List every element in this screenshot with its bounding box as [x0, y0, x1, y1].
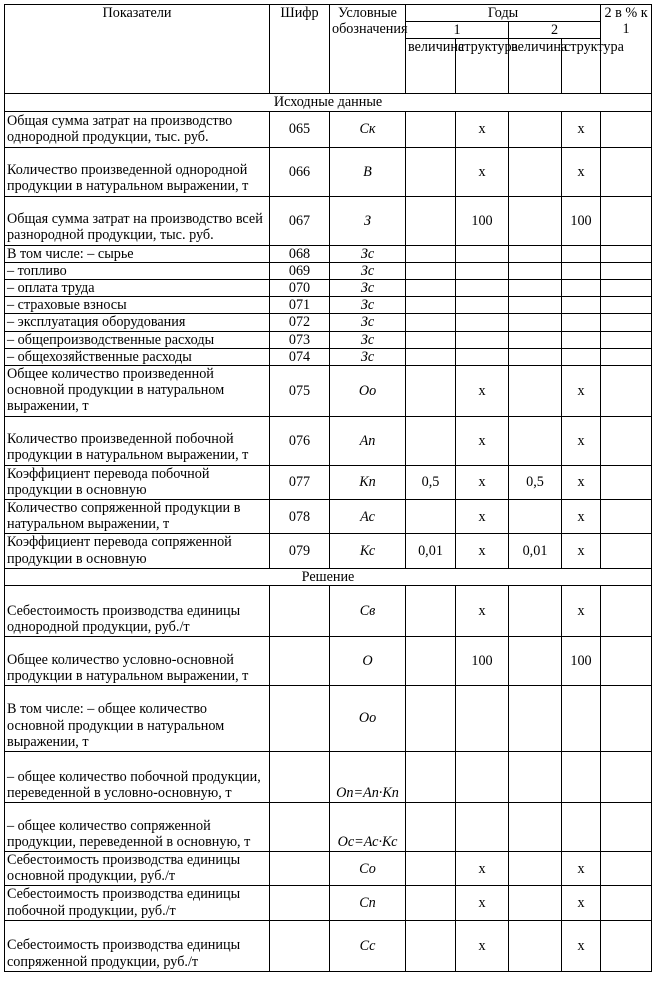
- row-pct: [601, 752, 652, 803]
- row-code: 069: [270, 262, 330, 279]
- row-symbol: Оп=Ап·Кп: [330, 752, 406, 803]
- row-label: – общехозяйственные расходы: [5, 348, 270, 365]
- row-pct: [601, 262, 652, 279]
- row-pct: [601, 366, 652, 417]
- row-code: [270, 803, 330, 852]
- row-code: 067: [270, 196, 330, 245]
- row-label: В том числе: – сырье: [5, 245, 270, 262]
- row-symbol: Кп: [330, 465, 406, 499]
- table-row: [5, 852, 652, 886]
- header-years: Годы: [406, 5, 601, 22]
- row-pct: [601, 686, 652, 752]
- row-code: 073: [270, 331, 330, 348]
- row-structure-year2: х: [562, 920, 601, 971]
- row-label: – общепроизводственные расходы: [5, 331, 270, 348]
- row-label: Количество сопряженной продукции в натуральном выражении, т: [5, 500, 270, 534]
- table-row: [5, 111, 652, 147]
- row-value-year1: 0,01: [406, 534, 456, 568]
- row-pct: [601, 147, 652, 196]
- row-value-year2: [509, 297, 562, 314]
- row-value-year2: [509, 752, 562, 803]
- row-label: – эксплуатация оборудования: [5, 314, 270, 331]
- row-pct: [601, 196, 652, 245]
- row-structure-year2: х: [562, 465, 601, 499]
- row-structure-year2: х: [562, 500, 601, 534]
- table-row: [5, 637, 652, 686]
- row-value-year2: [509, 147, 562, 196]
- row-structure-year2: х: [562, 416, 601, 465]
- row-value-year1: [406, 852, 456, 886]
- row-structure-year2: [562, 314, 601, 331]
- row-structure-year1: х: [456, 147, 509, 196]
- row-value-year1: [406, 147, 456, 196]
- row-symbol: Зс: [330, 297, 406, 314]
- table-row: [5, 416, 652, 465]
- row-structure-year1: [456, 245, 509, 262]
- row-pct: [601, 416, 652, 465]
- row-value-year1: [406, 416, 456, 465]
- row-structure-year2: х: [562, 886, 601, 920]
- row-value-year1: [406, 686, 456, 752]
- row-structure-year2: 100: [562, 637, 601, 686]
- row-label: Количество произведенной побочной продукции в натуральном выражении, т: [5, 416, 270, 465]
- row-label: – общее количество сопряженной продукции, переведенной в основную, т: [5, 803, 270, 852]
- row-code: 071: [270, 297, 330, 314]
- row-value-year1: [406, 366, 456, 417]
- row-symbol: Ап: [330, 416, 406, 465]
- table-row: [5, 886, 652, 920]
- row-symbol: Сс: [330, 920, 406, 971]
- row-structure-year1: [456, 331, 509, 348]
- row-structure-year1: х: [456, 366, 509, 417]
- row-value-year2: 0,5: [509, 465, 562, 499]
- row-label: – топливо: [5, 262, 270, 279]
- row-structure-year2: [562, 262, 601, 279]
- row-value-year1: [406, 803, 456, 852]
- row-value-year2: [509, 803, 562, 852]
- row-symbol: Ос=Ас·Кс: [330, 803, 406, 852]
- row-structure-year2: х: [562, 586, 601, 637]
- table-row: [5, 920, 652, 971]
- row-label: Коэффициент перевода побочной продукции в основную: [5, 465, 270, 499]
- row-structure-year2: [562, 280, 601, 297]
- row-code: 070: [270, 280, 330, 297]
- row-structure-year2: 100: [562, 196, 601, 245]
- row-code: [270, 920, 330, 971]
- row-value-year1: [406, 314, 456, 331]
- row-pct: [601, 314, 652, 331]
- row-value-year2: [509, 348, 562, 365]
- table-row: [5, 196, 652, 245]
- table-row: [5, 500, 652, 534]
- row-label: Себестоимость производства единицы побочной продукции, руб./т: [5, 886, 270, 920]
- row-symbol: В: [330, 147, 406, 196]
- row-structure-year2: [562, 331, 601, 348]
- row-pct: [601, 852, 652, 886]
- cost-table: [4, 4, 652, 972]
- row-pct: [601, 500, 652, 534]
- row-structure-year1: [456, 314, 509, 331]
- row-value-year2: [509, 416, 562, 465]
- header-symbol: Условные обозначения: [330, 5, 406, 94]
- section-source-data: Исходные данные: [5, 94, 652, 111]
- row-symbol: Ск: [330, 111, 406, 147]
- row-code: [270, 852, 330, 886]
- row-symbol: З: [330, 196, 406, 245]
- row-structure-year1: х: [456, 852, 509, 886]
- row-label: Себестоимость производства единицы основной продукции, руб./т: [5, 852, 270, 886]
- table-body: [5, 94, 652, 971]
- row-symbol: Ас: [330, 500, 406, 534]
- row-pct: [601, 465, 652, 499]
- table-row: [5, 348, 652, 365]
- row-value-year2: [509, 111, 562, 147]
- row-label: В том числе: – общее количество основной продукции в натуральном выражении, т: [5, 686, 270, 752]
- row-label: Общая сумма затрат на производство однородной продукции, тыс. руб.: [5, 111, 270, 147]
- row-value-year2: [509, 920, 562, 971]
- row-value-year1: [406, 886, 456, 920]
- row-label: – оплата труда: [5, 280, 270, 297]
- row-label: Себестоимость производства единицы сопряженной продукции, руб./т: [5, 920, 270, 971]
- row-structure-year1: 100: [456, 637, 509, 686]
- table-row: [5, 586, 652, 637]
- row-structure-year2: х: [562, 366, 601, 417]
- header-value-1: величина: [406, 39, 456, 94]
- row-structure-year2: [562, 686, 601, 752]
- row-label: Общая сумма затрат на производство всей разнородной продукции, тыс. руб.: [5, 196, 270, 245]
- row-value-year1: [406, 262, 456, 279]
- row-label: Количество произведенной однородной продукции в натуральном выражении, т: [5, 147, 270, 196]
- row-value-year1: [406, 280, 456, 297]
- table-row: [5, 147, 652, 196]
- table-row: [5, 803, 652, 852]
- row-symbol: Зс: [330, 331, 406, 348]
- row-value-year2: [509, 280, 562, 297]
- section-solution: Решение: [5, 568, 652, 585]
- row-pct: [601, 803, 652, 852]
- row-pct: [601, 297, 652, 314]
- row-symbol: Зс: [330, 314, 406, 331]
- row-structure-year2: [562, 803, 601, 852]
- header-year-2: 2: [509, 22, 601, 39]
- row-code: [270, 586, 330, 637]
- row-value-year1: [406, 196, 456, 245]
- table-row: [5, 262, 652, 279]
- header-indicators: Показатели: [5, 5, 270, 94]
- row-code: 068: [270, 245, 330, 262]
- table-row: [5, 366, 652, 417]
- row-code: [270, 752, 330, 803]
- row-pct: [601, 637, 652, 686]
- row-structure-year1: [456, 280, 509, 297]
- row-code: [270, 686, 330, 752]
- row-structure-year2: [562, 752, 601, 803]
- row-structure-year1: 100: [456, 196, 509, 245]
- row-pct: [601, 886, 652, 920]
- row-value-year2: [509, 331, 562, 348]
- row-label: – страховые взносы: [5, 297, 270, 314]
- row-structure-year2: х: [562, 852, 601, 886]
- row-value-year1: [406, 297, 456, 314]
- row-structure-year1: [456, 803, 509, 852]
- table-row: [5, 280, 652, 297]
- row-symbol: Оо: [330, 686, 406, 752]
- header-structure-2: структура: [562, 39, 601, 94]
- row-pct: [601, 280, 652, 297]
- row-code: 076: [270, 416, 330, 465]
- row-value-year1: [406, 920, 456, 971]
- table-row: [5, 297, 652, 314]
- row-structure-year2: [562, 348, 601, 365]
- row-value-year1: 0,5: [406, 465, 456, 499]
- row-symbol: Кс: [330, 534, 406, 568]
- row-code: 065: [270, 111, 330, 147]
- row-structure-year2: [562, 245, 601, 262]
- row-pct: [601, 586, 652, 637]
- row-label: Коэффициент перевода сопряженной продукции в основную: [5, 534, 270, 568]
- row-value-year1: [406, 348, 456, 365]
- row-pct: [601, 111, 652, 147]
- row-structure-year1: х: [456, 500, 509, 534]
- row-code: 066: [270, 147, 330, 196]
- row-structure-year1: [456, 686, 509, 752]
- row-label: Себестоимость производства единицы однородной продукции, руб./т: [5, 586, 270, 637]
- row-code: 079: [270, 534, 330, 568]
- row-symbol: Зс: [330, 245, 406, 262]
- row-structure-year2: х: [562, 534, 601, 568]
- row-value-year1: [406, 245, 456, 262]
- row-code: 075: [270, 366, 330, 417]
- row-label: Общее количество условно-основной продукции в натуральном выражении, т: [5, 637, 270, 686]
- row-symbol: Сп: [330, 886, 406, 920]
- row-value-year1: [406, 331, 456, 348]
- row-structure-year1: [456, 348, 509, 365]
- row-label: – общее количество побочной продукции, переведенной в условно-основную, т: [5, 752, 270, 803]
- row-structure-year1: х: [456, 534, 509, 568]
- table-row: [5, 245, 652, 262]
- row-symbol: Зс: [330, 262, 406, 279]
- header-pct: 2 в % к 1: [601, 5, 652, 94]
- row-value-year1: [406, 752, 456, 803]
- row-code: 072: [270, 314, 330, 331]
- row-structure-year1: х: [456, 586, 509, 637]
- row-structure-year1: х: [456, 416, 509, 465]
- row-value-year2: [509, 366, 562, 417]
- table-row: [5, 534, 652, 568]
- cost-table-document: [4, 4, 652, 972]
- row-structure-year1: х: [456, 920, 509, 971]
- row-value-year2: [509, 245, 562, 262]
- row-code: 078: [270, 500, 330, 534]
- row-value-year2: [509, 686, 562, 752]
- row-symbol: Зс: [330, 348, 406, 365]
- row-value-year1: [406, 637, 456, 686]
- row-pct: [601, 534, 652, 568]
- row-symbol: Со: [330, 852, 406, 886]
- row-pct: [601, 331, 652, 348]
- row-structure-year1: [456, 752, 509, 803]
- row-structure-year1: [456, 297, 509, 314]
- row-structure-year2: х: [562, 147, 601, 196]
- row-structure-year1: х: [456, 111, 509, 147]
- row-code: 077: [270, 465, 330, 499]
- row-label: Общее количество произведенной основной продукции в натуральном выражении, т: [5, 366, 270, 417]
- row-structure-year2: [562, 297, 601, 314]
- row-structure-year1: [456, 262, 509, 279]
- row-pct: [601, 348, 652, 365]
- row-symbol: О: [330, 637, 406, 686]
- row-symbol: Оо: [330, 366, 406, 417]
- row-value-year2: [509, 314, 562, 331]
- row-value-year2: [509, 196, 562, 245]
- row-code: [270, 886, 330, 920]
- row-pct: [601, 245, 652, 262]
- row-value-year2: [509, 886, 562, 920]
- row-code: 074: [270, 348, 330, 365]
- row-value-year2: [509, 637, 562, 686]
- table-row: [5, 752, 652, 803]
- table-row: [5, 331, 652, 348]
- row-value-year1: [406, 111, 456, 147]
- row-value-year2: [509, 852, 562, 886]
- row-structure-year1: х: [456, 465, 509, 499]
- row-symbol: Св: [330, 586, 406, 637]
- row-symbol: Зс: [330, 280, 406, 297]
- table-row: [5, 465, 652, 499]
- header-year-1: 1: [406, 22, 509, 39]
- table-row: [5, 314, 652, 331]
- row-value-year2: 0,01: [509, 534, 562, 568]
- row-value-year1: [406, 500, 456, 534]
- row-value-year2: [509, 262, 562, 279]
- header-value-2: величина: [509, 39, 562, 94]
- row-structure-year2: х: [562, 111, 601, 147]
- header-code: Шифр: [270, 5, 330, 94]
- row-pct: [601, 920, 652, 971]
- row-value-year1: [406, 586, 456, 637]
- row-value-year2: [509, 586, 562, 637]
- table-row: [5, 686, 652, 752]
- header-structure-1: структура: [456, 39, 509, 94]
- row-code: [270, 637, 330, 686]
- row-value-year2: [509, 500, 562, 534]
- row-structure-year1: х: [456, 886, 509, 920]
